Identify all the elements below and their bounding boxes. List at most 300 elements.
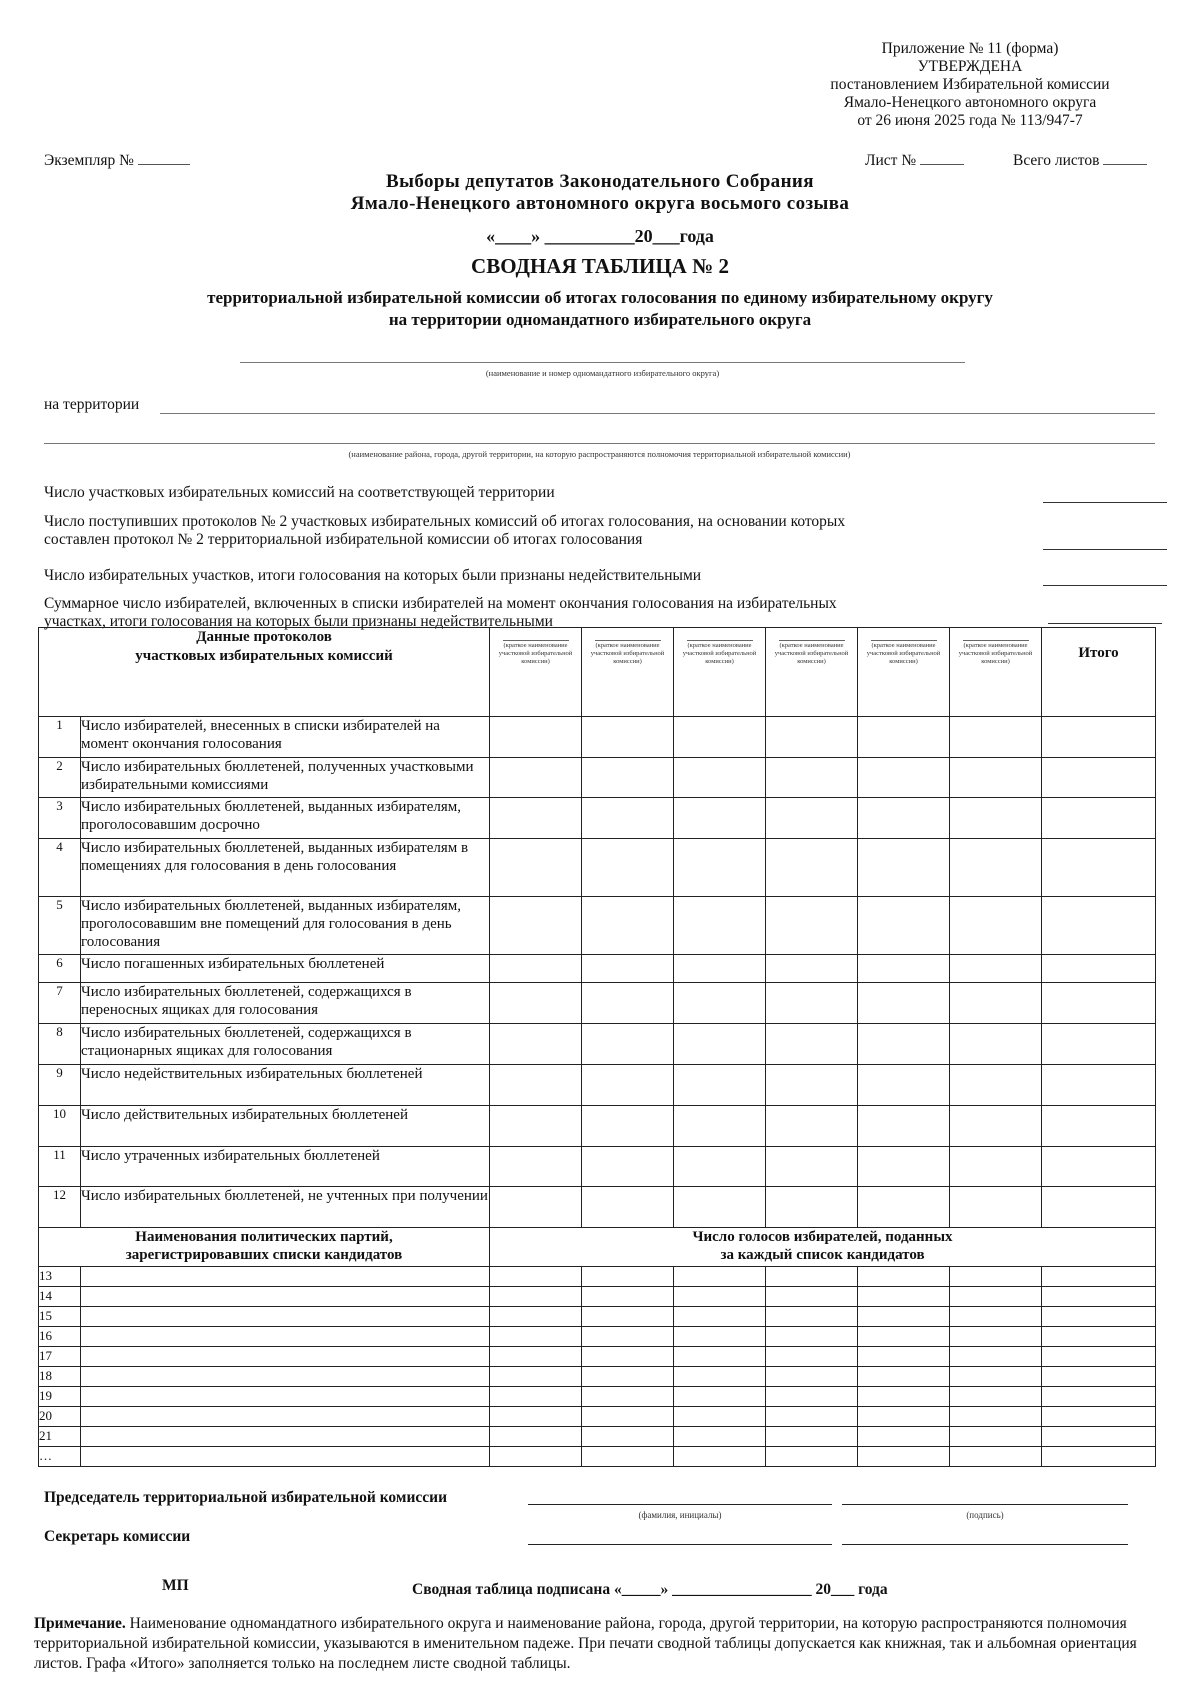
vote-cell[interactable] — [490, 1347, 582, 1367]
data-cell[interactable] — [490, 897, 582, 955]
election-title — [0, 171, 1200, 215]
vote-total-cell[interactable] — [1042, 1387, 1156, 1407]
election-title-line: Ямало-Ненецкого автономного округа восьмого созыва — [350, 193, 850, 214]
vote-total-cell[interactable] — [1042, 1327, 1156, 1347]
vote-cell[interactable] — [582, 1407, 674, 1427]
vote-cell[interactable] — [766, 1347, 858, 1367]
data-cell[interactable] — [858, 1106, 950, 1147]
vote-cell[interactable] — [858, 1407, 950, 1427]
party-name-cell[interactable] — [81, 1347, 490, 1367]
total-sheets — [1013, 150, 1147, 170]
data-cell[interactable] — [582, 1106, 674, 1147]
commission-column-header — [674, 628, 766, 717]
vote-cell[interactable] — [858, 1287, 950, 1307]
data-cell[interactable] — [490, 717, 582, 758]
secretary-label: Секретарь комиссии — [44, 1528, 191, 1545]
data-cell[interactable] — [674, 1147, 766, 1187]
row-number: 8 — [39, 1024, 81, 1065]
vote-cell[interactable] — [674, 1287, 766, 1307]
party-row-number: 13 — [39, 1267, 81, 1287]
data-cell[interactable] — [674, 983, 766, 1024]
commission-column-caption: (краткое наименование участковой избирательной комиссии) — [774, 642, 849, 665]
vote-total-cell[interactable] — [1042, 1347, 1156, 1367]
vote-cell[interactable] — [766, 1367, 858, 1387]
row-number: 9 — [39, 1065, 81, 1106]
data-cell[interactable] — [674, 897, 766, 955]
party-row-number: 20 — [39, 1407, 81, 1427]
vote-cell[interactable] — [858, 1387, 950, 1407]
data-cell[interactable] — [582, 717, 674, 758]
total-cell[interactable] — [1042, 1187, 1156, 1228]
stat-text: участках, итоги голосования на которых были признаны недействительными — [44, 613, 553, 630]
party-row-number: 15 — [39, 1307, 81, 1327]
vote-cell[interactable] — [950, 1407, 1042, 1427]
vote-cell[interactable] — [490, 1287, 582, 1307]
approval-line: Ямало-Ненецкого автономного округа — [843, 94, 1097, 111]
vote-total-cell[interactable] — [1042, 1427, 1156, 1447]
copy-number-field[interactable] — [138, 150, 190, 165]
total-cell[interactable] — [1042, 1065, 1156, 1106]
parties-header-line: Наименования политических партий, — [135, 1229, 393, 1245]
table-row — [39, 1187, 1156, 1228]
election-title-line: Выборы депутатов Законодательного Собрания — [386, 171, 814, 192]
total-cell[interactable] — [1042, 897, 1156, 955]
district-caption: (наименование и номер одномандатного избирательного округа) — [485, 368, 720, 378]
vote-cell[interactable] — [674, 1267, 766, 1287]
stat-protocols — [44, 513, 944, 549]
sign-caption: (подпись) — [966, 1510, 1004, 1520]
row-label: Число действительных избирательных бюллетеней — [81, 1106, 490, 1147]
table-header-line: участковых избирательных комиссий — [135, 648, 393, 664]
data-cell[interactable] — [766, 717, 858, 758]
data-cell[interactable] — [858, 1147, 950, 1187]
vote-cell[interactable] — [950, 1287, 1042, 1307]
vote-cell[interactable] — [582, 1327, 674, 1347]
data-cell[interactable] — [674, 1106, 766, 1147]
territory-field[interactable] — [160, 413, 1155, 414]
vote-cell[interactable] — [582, 1307, 674, 1327]
row-label: Число избирательных бюллетеней, выданных избирателям, проголосовавшим досрочно — [81, 798, 490, 839]
stat-invalid-voters — [44, 595, 944, 631]
data-cell[interactable] — [950, 1065, 1042, 1106]
data-cell[interactable] — [582, 1147, 674, 1187]
vote-cell[interactable] — [490, 1327, 582, 1347]
party-row-number: 21 — [39, 1427, 81, 1447]
table-header-line: Данные протоколов — [196, 629, 332, 645]
data-cell[interactable] — [766, 897, 858, 955]
data-cell[interactable] — [766, 1024, 858, 1065]
approval-line: Приложение № 11 (форма) — [881, 40, 1059, 57]
vote-cell[interactable] — [674, 1447, 766, 1467]
data-cell[interactable] — [950, 798, 1042, 839]
vote-cell[interactable] — [950, 1327, 1042, 1347]
data-cell[interactable] — [766, 983, 858, 1024]
data-cell[interactable] — [674, 839, 766, 897]
party-name-cell[interactable] — [81, 1427, 490, 1447]
table-row — [39, 955, 1156, 983]
table-row — [39, 839, 1156, 897]
party-row-number: 17 — [39, 1347, 81, 1367]
row-number: 10 — [39, 1106, 81, 1147]
data-cell[interactable] — [490, 798, 582, 839]
vote-cell[interactable] — [582, 1387, 674, 1407]
data-cell[interactable] — [490, 1106, 582, 1147]
vote-cell[interactable] — [582, 1447, 674, 1467]
total-cell[interactable] — [1042, 983, 1156, 1024]
row-number: 7 — [39, 983, 81, 1024]
data-cell[interactable] — [766, 955, 858, 983]
commission-column-header — [950, 628, 1042, 717]
row-number: 1 — [39, 717, 81, 758]
signed-date-line: Сводная таблица подписана «_____» __________________ 20___ года — [412, 1581, 888, 1598]
chair-label: Председатель территориальной избирательной комиссии — [44, 1489, 447, 1506]
data-cell[interactable] — [582, 1187, 674, 1228]
footnote — [34, 1614, 1164, 1674]
party-row-number: 16 — [39, 1327, 81, 1347]
total-cell[interactable] — [1042, 1024, 1156, 1065]
data-cell[interactable] — [858, 1187, 950, 1228]
party-row-number: 18 — [39, 1367, 81, 1387]
total-cell[interactable] — [1042, 1147, 1156, 1187]
vote-cell[interactable] — [582, 1367, 674, 1387]
vote-cell[interactable] — [858, 1267, 950, 1287]
row-label: Число избирательных бюллетеней, содержащихся в переносных ящиках для голосования — [81, 983, 490, 1024]
vote-cell[interactable] — [674, 1347, 766, 1367]
total-cell[interactable] — [1042, 839, 1156, 897]
row-label: Число погашенных избирательных бюллетеней — [81, 955, 490, 983]
data-cell[interactable] — [766, 758, 858, 798]
table-row — [39, 1065, 1156, 1106]
parties-header-row — [39, 1228, 1156, 1267]
vote-cell[interactable] — [950, 1307, 1042, 1327]
vote-cell[interactable] — [674, 1387, 766, 1407]
table-row — [39, 1106, 1156, 1147]
stat-text: Число поступивших протоколов № 2 участковых избирательных комиссий об итогах голосования, на основании которых — [44, 513, 846, 530]
vote-cell[interactable] — [674, 1367, 766, 1387]
party-row — [39, 1427, 1156, 1447]
total-sheets-label: Всего листов — [1013, 152, 1100, 169]
data-cell[interactable] — [766, 798, 858, 839]
data-cell[interactable] — [490, 1065, 582, 1106]
vote-total-cell[interactable] — [1042, 1367, 1156, 1387]
table-row — [39, 717, 1156, 758]
vote-cell[interactable] — [766, 1427, 858, 1447]
vote-cell[interactable] — [674, 1407, 766, 1427]
data-cell[interactable] — [950, 758, 1042, 798]
party-name-cell[interactable] — [81, 1447, 490, 1467]
data-cell[interactable] — [582, 897, 674, 955]
district-name-field[interactable] — [240, 362, 965, 363]
votes-header-line: Число голосов избирателей, поданных — [692, 1229, 953, 1245]
stat-protocols-field[interactable] — [1043, 549, 1167, 550]
stat-text: Число избирательных участков, итоги голосования на которых были признаны недействительными — [44, 567, 702, 584]
table-row — [39, 1147, 1156, 1187]
row-number: 11 — [39, 1147, 81, 1187]
vote-cell[interactable] — [950, 1387, 1042, 1407]
row-label: Число недействительных избирательных бюллетеней — [81, 1065, 490, 1106]
vote-cell[interactable] — [582, 1427, 674, 1447]
commission-column-caption: (краткое наименование участковой избирательной комиссии) — [958, 642, 1033, 665]
row-number: 5 — [39, 897, 81, 955]
data-cell[interactable] — [950, 983, 1042, 1024]
vote-cell[interactable] — [582, 1287, 674, 1307]
sheet-number-label: Лист № — [865, 152, 917, 169]
party-name-cell[interactable] — [81, 1367, 490, 1387]
party-row-number: … — [39, 1447, 81, 1467]
data-cell[interactable] — [674, 955, 766, 983]
subtitle-line: территориальной избирательной комиссии об итогах голосования по единому избирательному округу — [207, 288, 993, 307]
commission-column-header — [766, 628, 858, 717]
row-label: Число избирателей, внесенных в списки избирателей на момент окончания голосования — [81, 717, 490, 758]
approval-stamp — [820, 40, 1120, 130]
commission-column-caption: (краткое наименование участковой избирательной комиссии) — [498, 642, 573, 665]
vote-cell[interactable] — [766, 1327, 858, 1347]
vote-cell[interactable] — [950, 1447, 1042, 1467]
data-cell[interactable] — [582, 798, 674, 839]
data-cell[interactable] — [858, 717, 950, 758]
vote-cell[interactable] — [490, 1267, 582, 1287]
party-row — [39, 1407, 1156, 1427]
party-row — [39, 1347, 1156, 1367]
vote-cell[interactable] — [858, 1327, 950, 1347]
party-name-cell[interactable] — [81, 1267, 490, 1287]
data-cell[interactable] — [582, 1065, 674, 1106]
sheet-number-field[interactable] — [920, 150, 964, 165]
commission-column-caption: (краткое наименование участковой избирательной комиссии) — [866, 642, 941, 665]
total-sheets-field[interactable] — [1103, 150, 1147, 165]
data-cell[interactable] — [950, 1187, 1042, 1228]
data-cell[interactable] — [858, 758, 950, 798]
vote-total-cell[interactable] — [1042, 1307, 1156, 1327]
votes-header — [490, 1228, 1156, 1267]
vote-total-cell[interactable] — [1042, 1287, 1156, 1307]
total-column-header: Итого — [1042, 628, 1156, 717]
sheet-number — [865, 150, 964, 170]
footnote-text: Наименование одномандатного избирательного округа и наименование района, города, другой территории, на которую распространяются полномочия территориальной избирательной комиссии, указываются в именительном падеже. При печати сводной таблицы допускается как книжная, так и альбомная ориентация листов. Графа «Итого» заполняется только на последнем листе сводной таблицы. — [34, 1615, 1137, 1672]
vote-total-cell[interactable] — [1042, 1407, 1156, 1427]
party-row — [39, 1267, 1156, 1287]
data-cell[interactable] — [950, 955, 1042, 983]
subtitle-line: на территории одномандатного избирательного округа — [388, 310, 812, 329]
data-cell[interactable] — [766, 1106, 858, 1147]
total-cell[interactable] — [1042, 798, 1156, 839]
data-cell[interactable] — [858, 798, 950, 839]
date-line: «____» __________20___года — [486, 226, 714, 246]
approval-line: УТВЕРЖДЕНА — [917, 58, 1023, 75]
data-cell[interactable] — [766, 1187, 858, 1228]
party-row — [39, 1447, 1156, 1467]
vote-cell[interactable] — [858, 1427, 950, 1447]
vote-cell[interactable] — [950, 1347, 1042, 1367]
data-cell[interactable] — [858, 983, 950, 1024]
vote-cell[interactable] — [490, 1307, 582, 1327]
party-row — [39, 1307, 1156, 1327]
territory-field-extra[interactable] — [44, 443, 1155, 444]
vote-cell[interactable] — [766, 1307, 858, 1327]
party-row — [39, 1287, 1156, 1307]
vote-cell[interactable] — [950, 1267, 1042, 1287]
party-name-cell[interactable] — [81, 1307, 490, 1327]
vote-cell[interactable] — [858, 1307, 950, 1327]
vote-total-cell[interactable] — [1042, 1267, 1156, 1287]
approval-line: от 26 июня 2025 года № 113/947-7 — [857, 112, 1083, 129]
party-name-cell[interactable] — [81, 1407, 490, 1427]
data-cell[interactable] — [766, 1147, 858, 1187]
vote-cell[interactable] — [490, 1427, 582, 1447]
data-cell[interactable] — [490, 839, 582, 897]
secretary-name-field[interactable] — [528, 1544, 832, 1545]
vote-cell[interactable] — [766, 1287, 858, 1307]
table-row — [39, 983, 1156, 1024]
parties-header — [39, 1228, 490, 1267]
total-cell[interactable] — [1042, 955, 1156, 983]
table-row — [39, 758, 1156, 798]
vote-cell[interactable] — [674, 1427, 766, 1447]
name-caption: (фамилия, инициалы) — [638, 1510, 722, 1520]
party-name-cell[interactable] — [81, 1387, 490, 1407]
summary-table — [38, 627, 1156, 1467]
data-cell[interactable] — [858, 1024, 950, 1065]
data-cell[interactable] — [858, 955, 950, 983]
vote-cell[interactable] — [490, 1447, 582, 1467]
data-cell[interactable] — [490, 1024, 582, 1065]
vote-cell[interactable] — [582, 1267, 674, 1287]
data-cell[interactable] — [490, 1147, 582, 1187]
copy-number — [44, 150, 190, 170]
row-label: Число избирательных бюллетеней, полученных участковыми избирательными комиссиями — [81, 758, 490, 798]
page-title: СВОДНАЯ ТАБЛИЦА № 2 — [471, 254, 729, 278]
table-header-row — [39, 628, 1156, 717]
footnote-label: Примечание. — [34, 1615, 126, 1632]
vote-cell[interactable] — [858, 1367, 950, 1387]
vote-cell[interactable] — [674, 1307, 766, 1327]
commission-column-header — [582, 628, 674, 717]
stat-invalid-stations-field[interactable] — [1043, 585, 1167, 586]
data-cell[interactable] — [950, 839, 1042, 897]
data-cell[interactable] — [950, 1106, 1042, 1147]
row-number: 6 — [39, 955, 81, 983]
stat-text: составлен протокол № 2 территориальной избирательной комиссии об итогах голосования — [44, 531, 643, 548]
party-name-cell[interactable] — [81, 1287, 490, 1307]
row-label: Число избирательных бюллетеней, содержащихся в стационарных ящиках для голосования — [81, 1024, 490, 1065]
data-cell[interactable] — [950, 897, 1042, 955]
table-row — [39, 1024, 1156, 1065]
vote-cell[interactable] — [950, 1427, 1042, 1447]
row-number: 3 — [39, 798, 81, 839]
row-label: Число избирательных бюллетеней, не учтенных при получении — [81, 1187, 490, 1228]
data-cell[interactable] — [858, 897, 950, 955]
stat-invalid-stations — [44, 567, 944, 585]
vote-total-cell[interactable] — [1042, 1447, 1156, 1467]
commission-column-caption: (краткое наименование участковой избирательной комиссии) — [682, 642, 757, 665]
data-cell[interactable] — [582, 983, 674, 1024]
vote-cell[interactable] — [490, 1407, 582, 1427]
total-cell[interactable] — [1042, 758, 1156, 798]
commission-column-caption: (краткое наименование участковой избирательной комиссии) — [590, 642, 665, 665]
data-cell[interactable] — [582, 955, 674, 983]
party-name-cell[interactable] — [81, 1327, 490, 1347]
data-cell[interactable] — [674, 1065, 766, 1106]
data-cell[interactable] — [674, 798, 766, 839]
table-header-protocols — [39, 628, 490, 717]
copy-number-label: Экземпляр № — [44, 152, 134, 169]
commission-column-header — [490, 628, 582, 717]
vote-cell[interactable] — [582, 1347, 674, 1367]
party-row — [39, 1387, 1156, 1407]
total-cell[interactable] — [1042, 1106, 1156, 1147]
territory-caption: (наименование района, города, другой территории, на которую распространяются полномочия территориальной избирательной комиссии) — [348, 449, 851, 459]
data-cell[interactable] — [490, 955, 582, 983]
row-number: 4 — [39, 839, 81, 897]
data-cell[interactable] — [766, 1065, 858, 1106]
row-label: Число избирательных бюллетеней, выданных избирателям, проголосовавшим вне помещений для голосования в день голосования — [81, 897, 490, 955]
chair-signature-field[interactable] — [842, 1504, 1128, 1505]
secretary-signature-field[interactable] — [842, 1544, 1128, 1545]
row-label: Число утраченных избирательных бюллетеней — [81, 1147, 490, 1187]
vote-cell[interactable] — [766, 1407, 858, 1427]
table-row — [39, 798, 1156, 839]
approval-line: постановлением Избирательной комиссии — [830, 76, 1110, 93]
table-row — [39, 897, 1156, 955]
parties-header-line: зарегистрировавших списки кандидатов — [125, 1247, 403, 1263]
vote-cell[interactable] — [766, 1387, 858, 1407]
party-row-number: 19 — [39, 1387, 81, 1407]
data-cell[interactable] — [582, 839, 674, 897]
vote-cell[interactable] — [490, 1387, 582, 1407]
vote-cell[interactable] — [858, 1347, 950, 1367]
data-cell[interactable] — [674, 758, 766, 798]
vote-cell[interactable] — [858, 1447, 950, 1467]
data-cell[interactable] — [950, 1024, 1042, 1065]
territory-label: на территории — [44, 396, 140, 413]
row-label: Число избирательных бюллетеней, выданных избирателям в помещениях для голосования в день голосования — [81, 839, 490, 897]
data-cell[interactable] — [950, 1147, 1042, 1187]
party-row — [39, 1367, 1156, 1387]
party-row — [39, 1327, 1156, 1347]
party-row-number: 14 — [39, 1287, 81, 1307]
data-cell[interactable] — [490, 758, 582, 798]
vote-cell[interactable] — [674, 1327, 766, 1347]
row-number: 2 — [39, 758, 81, 798]
data-cell[interactable] — [674, 717, 766, 758]
vote-cell[interactable] — [766, 1267, 858, 1287]
stat-commissions-field[interactable] — [1043, 502, 1167, 503]
vote-cell[interactable] — [950, 1367, 1042, 1387]
data-cell[interactable] — [766, 839, 858, 897]
data-cell[interactable] — [674, 1187, 766, 1228]
stat-commissions — [44, 484, 944, 502]
page-subtitle — [0, 287, 1200, 331]
votes-header-line: за каждый список кандидатов — [720, 1247, 925, 1263]
data-cell[interactable] — [674, 1024, 766, 1065]
total-cell[interactable] — [1042, 717, 1156, 758]
data-cell[interactable] — [858, 839, 950, 897]
data-cell[interactable] — [858, 1065, 950, 1106]
commission-column-header — [858, 628, 950, 717]
chair-name-field[interactable] — [528, 1504, 832, 1505]
data-cell[interactable] — [582, 1024, 674, 1065]
data-cell[interactable] — [950, 717, 1042, 758]
data-cell[interactable] — [490, 983, 582, 1024]
row-number: 12 — [39, 1187, 81, 1228]
stamp-label: МП — [162, 1577, 189, 1594]
data-cell[interactable] — [582, 758, 674, 798]
vote-cell[interactable] — [766, 1447, 858, 1467]
data-cell[interactable] — [490, 1187, 582, 1228]
stat-invalid-voters-field[interactable] — [1048, 623, 1162, 624]
vote-cell[interactable] — [490, 1367, 582, 1387]
stat-text: Суммарное число избирателей, включенных в списки избирателей на момент окончания голосования на избирательных — [44, 595, 837, 612]
